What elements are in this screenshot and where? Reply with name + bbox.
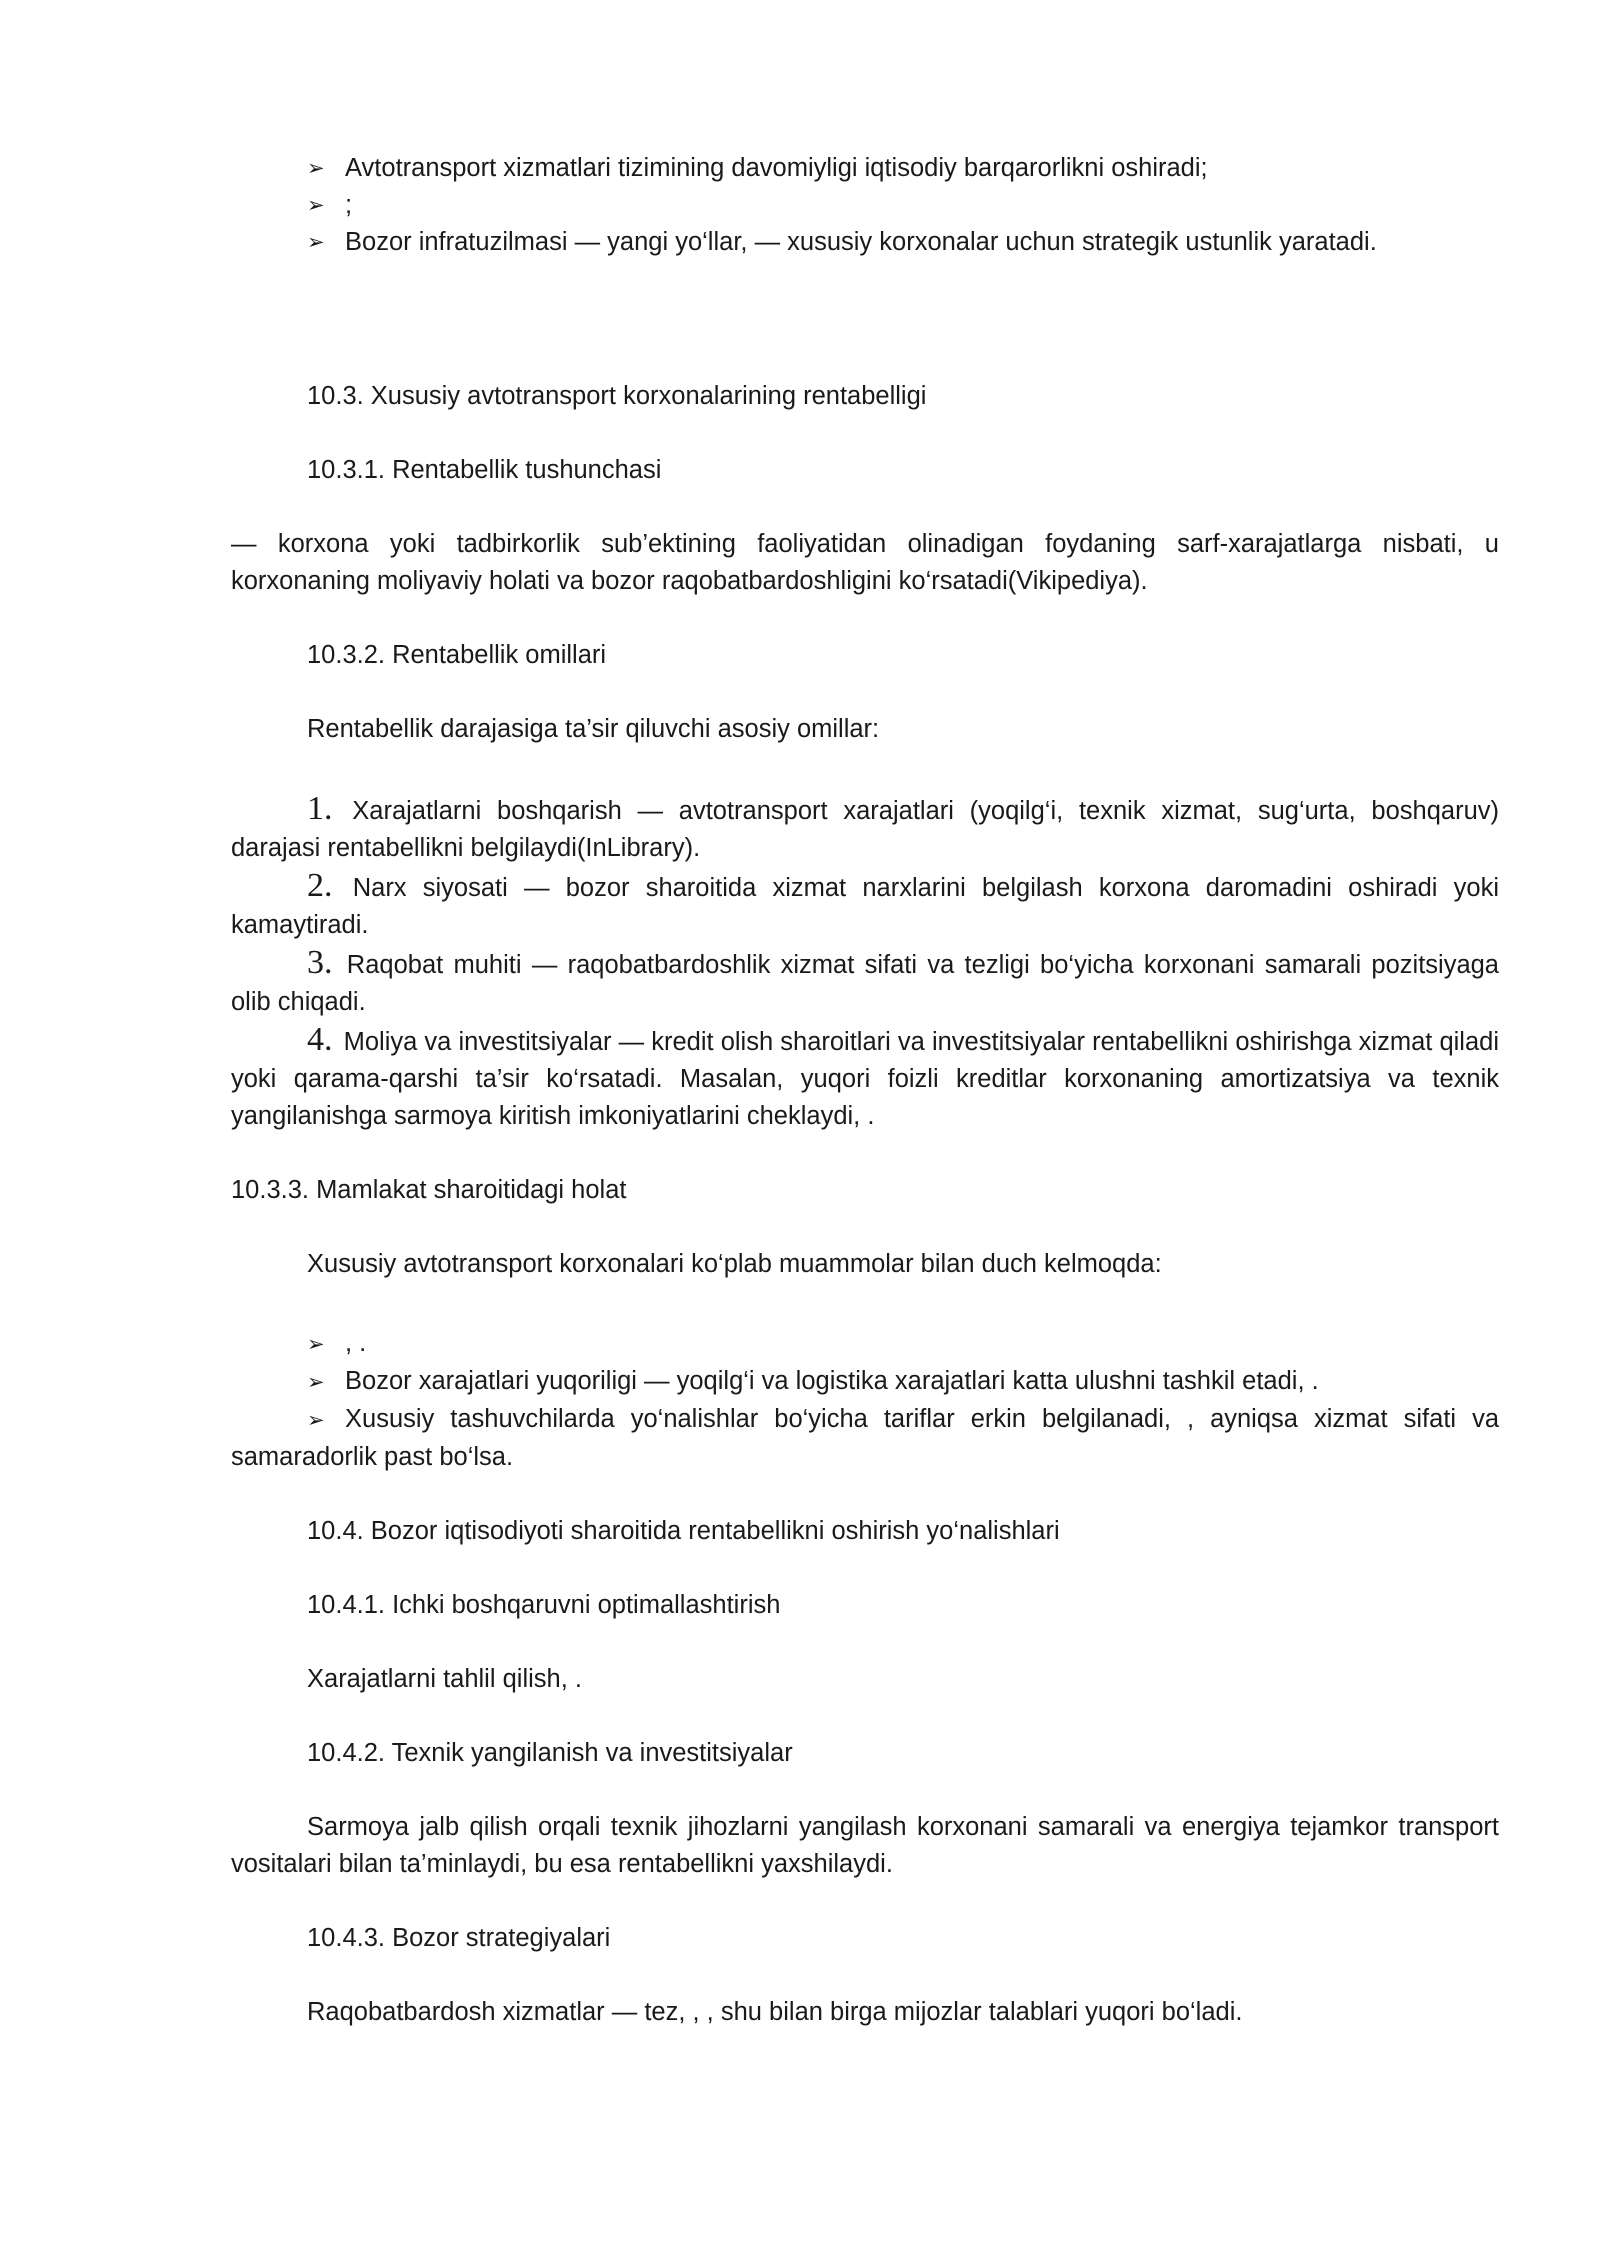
document-page	[231, 150, 1499, 2031]
list-item	[231, 1363, 1499, 1401]
paragraph-10-4-1: Xarajatlarni tahlil qilish, .	[307, 1665, 582, 1693]
section-heading-10-4-2: 10.4.2. Texnik yangilanish va investitsiyalar	[307, 1739, 793, 1767]
paragraph-10-4-3: Raqobatbardosh xizmatlar — tez, , , shu bilan birga mijozlar talablari yuqori bo‘ladi.	[307, 1998, 1243, 2026]
factor-number: 1.	[307, 790, 333, 827]
list-item	[231, 187, 1499, 224]
section-heading-10-4-3: 10.4.3. Bozor strategiyalari	[307, 1924, 611, 1952]
bullet-text: Xususiy tashuvchilarda yo‘nalishlar bo‘yicha tariflar erkin belgilanadi, , ayniqsa xizmat sifati va samaradorlik past bo‘lsa.	[231, 1405, 1499, 1471]
list-item	[231, 1401, 1499, 1476]
section-heading-10-3-3: 10.3.3. Mamlakat sharoitidagi holat	[231, 1176, 627, 1204]
top-bullet-list	[231, 150, 1499, 261]
factor-number: 3.	[307, 944, 333, 981]
arrow-bullet-icon: ➢	[307, 1333, 325, 1356]
factor-item	[231, 944, 1499, 1021]
paragraph-10-4-2: Sarmoya jalb qilish orqali texnik jihozlarni yangilash korxonani samarali va energiya tejamkor transport vositalari bilan ta’minlaydi, bu esa rentabellikni yaxshilaydi.	[231, 1813, 1499, 1878]
section-heading-10-3-2: 10.3.2. Rentabellik omillari	[307, 641, 607, 669]
factor-text: Narx siyosati — bozor sharoitida xizmat narxlarini belgilash korxona daromadini oshiradi yoki kamaytiradi.	[231, 874, 1499, 939]
problems-intro: Xususiy avtotransport korxonalari ko‘plab muammolar bilan duch kelmoqda:	[307, 1250, 1162, 1278]
arrow-bullet-icon: ➢	[307, 1371, 325, 1394]
list-item	[231, 1325, 1499, 1363]
factor-item	[231, 867, 1499, 944]
arrow-bullet-icon: ➢	[307, 194, 325, 217]
bullet-text: Avtotransport xizmatlari tizimining davomiyligi iqtisodiy barqarorlikni oshiradi;	[345, 154, 1208, 182]
definition-paragraph: — korxona yoki tadbirkorlik sub’ektining faoliyatidan olinadigan foydaning sarf-xarajatlarga nisbati, u korxonaning moliyaviy holati va bozor raqobatbardoshligini ko‘rsatadi(Vikipediya).	[231, 530, 1499, 595]
section-heading-10-4: 10.4. Bozor iqtisodiyoti sharoitida rentabellikni oshirish yo‘nalishlari	[307, 1517, 1060, 1545]
factor-text: Raqobat muhiti — raqobatbardoshlik xizmat sifati va tezligi bo‘yicha korxonani samarali pozitsiyaga olib chiqadi.	[231, 951, 1499, 1016]
factors-intro: Rentabellik darajasiga ta’sir qiluvchi asosiy omillar:	[307, 715, 880, 743]
factor-number: 2.	[307, 867, 333, 904]
factor-number: 4.	[307, 1021, 333, 1058]
factor-item	[231, 790, 1499, 867]
arrow-bullet-icon: ➢	[307, 1409, 325, 1432]
section-heading-10-3-1: 10.3.1. Rentabellik tushunchasi	[307, 456, 662, 484]
bullet-text: Bozor xarajatlari yuqoriligi — yoqilg‘i va logistika xarajatlari katta ulushni tashkil etadi, .	[345, 1367, 1319, 1395]
list-item	[231, 224, 1499, 261]
bullet-text: ;	[345, 191, 353, 219]
list-item	[231, 150, 1499, 187]
arrow-bullet-icon: ➢	[307, 157, 325, 180]
bullet-text: , .	[345, 1329, 367, 1357]
arrow-bullet-icon: ➢	[307, 231, 325, 254]
section-heading-10-3: 10.3. Xususiy avtotransport korxonalarining rentabelligi	[307, 382, 927, 410]
factor-text: Xarajatlarni boshqarish — avtotransport xarajatlari (yoqilg‘i, texnik xizmat, sug‘urta, boshqaruv) darajasi rentabellikni belgilaydi(InLibrary).	[231, 797, 1499, 862]
bullet-text: Bozor infratuzilmasi — yangi yo‘llar, — xususiy korxonalar uchun strategik ustunlik yaratadi.	[345, 228, 1377, 256]
factor-text: Moliya va investitsiyalar — kredit olish sharoitlari va investitsiyalar rentabellikni oshirishga xizmat qiladi yoki qarama-qarshi ta’sir ko‘rsatadi. Masalan, yuqori foizli kreditlar korxonaning amortizatsiya va texnik yangilanishga sarmoya kiritish imkoniyatlarini cheklaydi, .	[231, 1028, 1499, 1130]
factor-item	[231, 1021, 1499, 1135]
section-heading-10-4-1: 10.4.1. Ichki boshqaruvni optimallashtirish	[307, 1591, 781, 1619]
